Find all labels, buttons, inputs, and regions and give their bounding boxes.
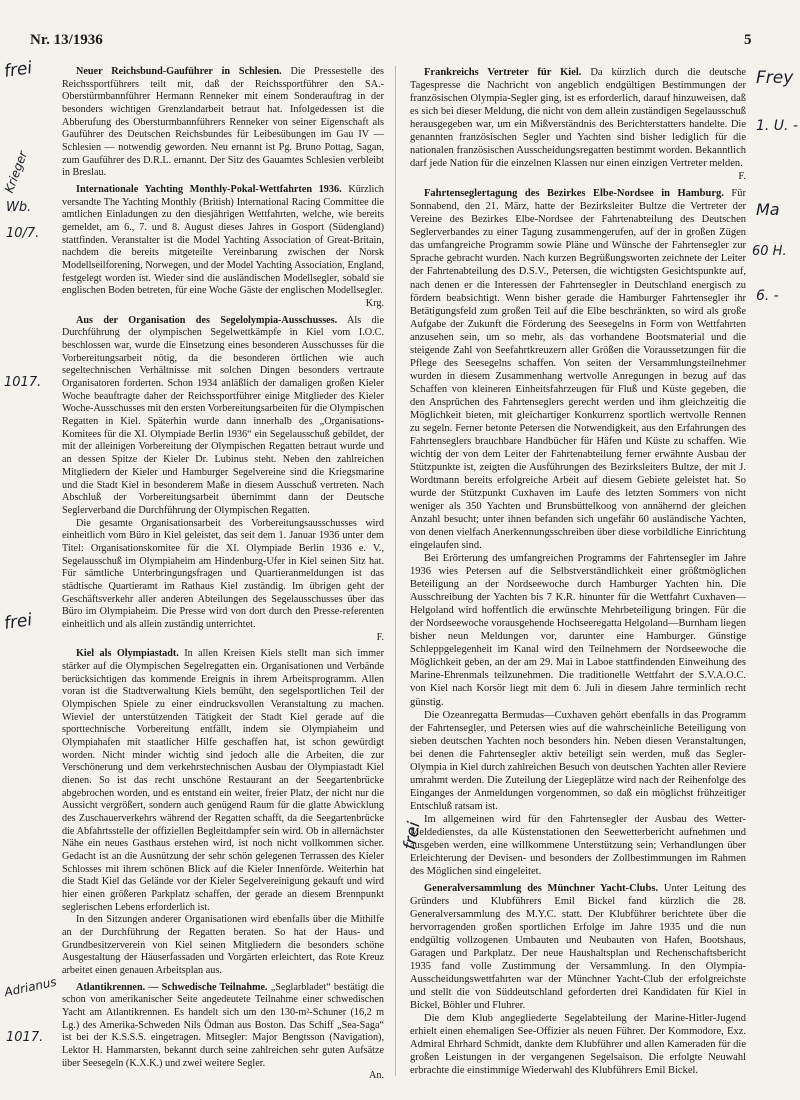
article-paragraph: [62, 184, 384, 298]
article-signature: An.: [369, 1070, 384, 1082]
article-headline: Generalversammlung des Münchner Yacht-Clubs.: [424, 882, 659, 894]
article-signature: F.: [376, 631, 384, 643]
article-signature: F.: [738, 171, 746, 183]
article: [410, 187, 746, 878]
margin-note-right: 60 H.: [752, 244, 787, 259]
article-paragraph: [410, 187, 746, 552]
margin-note-krieger: Krieger: [2, 149, 31, 195]
margin-note-right: 1. U. -: [756, 118, 799, 134]
article-text: Die Ozeanregatta Bermudas—Cuxhaven gehört ebenfalls in das Programm der Fahrtensegler, und Petersen wies auf die wahrscheinliche Beteiligung von sieben deutschen Yachten noch besonders hin. Neben diesen Veranstaltungen, bei denen die Fahrtensegler aktiv beteiligt sein werden, muß das Segler-Olympia in Kiel durch zahlreichen Besuch von deutschen Yachten aller Reviere umrahmt werden. Die Zuteilung der Liegeplätze wird nach der Reihenfolge des Einganges der Anmeldungen vorgenommen, so daß ein möglichst frühzeitiger Entschluß ratsam ist.: [410, 709, 746, 812]
article-text: Für Sonnabend, den 21. März, hatte der Bezirksleiter Bultze die Vertreter der Vereine des Bezirkes Elbe-Nordsee der Fahrtenabteilung des Deutschen Seglerverbandes zu einer Tagung zusammengerufen, auf der in großen Zügen das umfangreiche Programm sowie Pläne und Wünsche der Fahrtensegler zur Sprache gebracht wurden. Nach kurzen Begrüßungsworten zeichnete der Leiter der Fahrtenabteilung des D.S.V., Petersen, die wichtigsten Gesichtspunkte auf, nach denen er die Interessen der Fahrtensegler in Deutschland energisch zu fördern beabsichtigt. Wenn bisher gerade die Hamburger Fahrtensegler ihr Betätigungsfeld zum großen Teil auf die Elbe beschränkten, so wird als große Aufgabe der Zukunft die Förderung des Seesegelns in Form von Wettfahrten anzusehen sein, um so mehr, als das vorhandene Bootsmaterial und die steigende Zahl von Seefahrtkreuzern aller Größen die Voraussetzungen für die Pflege des Seesegelns schaffen. Von seiten der Versammlungsteilnehmer wurden in diesem Zusammenhang wertvolle Anregungen in bezug auf das Schaffen von kleineren Einheitsfahrzeugen für Fluß und Küste gegeben, die den Ansprüchen des Fahrtenseglers gerecht werden und ihm gleichzeitig die Möglichkeit bieten, mit gleichartiger Konkurrenz sportlich wertvolle Rennen zu segeln. Ferner betonte Petersen die Notwendigkeit, aus den Erfahrungen des Fahrtenseglers brauchbare Handbücher für Häfen und Küste zu schaffen. Wie wichtig der von dem Leiter der Fahrtenabteilung ferner erwähnte Ausbau der Stützpunkte ist, zeigten die Ausführungen des Bezirksleiters Bultze, der mit J. Wordtmann bereits erfolgreiche Arbeit auf diesem Gebiete geleistet hat. So wurde der Stützpunkt Cuxhaven im Laufe des letzten Sommers von nicht weniger als 350 Yachten und Brunsbüttelkoog von annähernd der gleichen Anzahl besucht; unter ihnen befanden sich ungefähr 60 ausländische Yachten, von denen vielfach Anerkennungsschreiben über diese vorbildliche Einrichtung eingelaufen sind.: [410, 188, 746, 552]
article-paragraph: [62, 914, 384, 977]
margin-note-frei: frei: [400, 820, 425, 852]
article: [62, 184, 384, 311]
article-text: Als die Durchführung der olympischen Segelwettkämpfe in Kiel vom I.O.C. beschlossen war, wurde die Einsetzung eines besonderen Ausschusses für die Vorbereitungsarbeit nötig, da die besonderen örtlichen wie auch segeltechnischen Verhältnisse mit solchen Dingen besonders vertraute Organisatoren forderten. Schon 1934 anläßlich der damaligen großen Kieler Woche beauftragte daher der Reichssportführer einige Mitglieder des Kieler Woche-Ausschusses mit den ersten Vorbereitungsarbeiten für die Olympischen Regatten in Kiel. Späterhin wurde dann innerhalb des „Organisations-Komitees für die XI. Olympiade Berlin 1936“ ein Segelausschuß gebildet, der mit der alleinigen Vorbereitung der Olympischen Regatten betraut wurde und an dessen Spitze der Kieler Dr. Lubinus steht. Neben den zahlreichen Mitgliedern der Kieler und Hamburger Segelvereine sind die Kriegsmarine und die Stadt Kiel in besonderem Maße in diesem Ausschuß vertreten. Nach Abschluß der Vorbereitungsarbeit übernimmt dann der Deutsche Seglerverband die Durchführung der Olympischen Regatten.: [62, 314, 384, 516]
article: [410, 66, 746, 183]
article-text: Im allgemeinen wird für den Fahrtensegler der Ausbau des Wetter-Meldedienstes, da alle Küstenstationen den Seewetterbericht aufnehmen und ausgeben werden, eine willkommene Unterstützung sein; Verhandlungen über Erleichterung der Devisen- und besonders der Zollbestimmungen im Rahmen des Möglichen sind eingeleitet.: [410, 813, 746, 877]
article-text: Da kürzlich durch die deutsche Tagespresse die Nachricht von angeblich endgültigen Bestimmungen der französischen Olympia-Segler ging, ist es erforderlich, darauf hinzuweisen, daß es sich bei dieser Meldung, die nicht von dem allein zuständigen Segelausschuß herausgegeben war, um ein Mißverständnis des Berichterstatters handelte. Die genannten französischen Segler und Yachten sind bisher lediglich für die nationalen französischen Ausscheidungsregatten bestimmt worden. Bekanntlich darf jede Nation für die einzelnen Klassen nur einen einzigen Vertreter melden.: [410, 67, 746, 170]
article-text: In allen Kreisen Kiels stellt man sich immer stärker auf die Olympischen Segelregatten ein. Organisationen und Verbände berücksichtigen das kommende Ereignis in ihrem Arbeitsprogramm. Allen voran ist die Stadtverwaltung Kiels bemüht, den segelsportlichen Teil der Olympischen Spiele zu einer eindrucksvollen Veranstaltung zu machen. Wieviel der unterstützenden Tätigkeit der Stadt Kiel gerade auf die sporttechnische Vorbereitung entfällt, indem sie Olympiaheim und Olympiahafen mit staatlicher Hilfe geschaffen hat, ist schon gewürdigt worden. Nicht minder wichtig sind jedoch alle die Arbeiten, die zur Verschönerung und dem verkehrstechnischen Ausbau der Olympiastadt Kiel dienen. So ist das recht unschöne Restaurant an der Seegartenbrücke abgebrochen worden, und es entstand ein weiter, freier Platz, der nicht nur die Aussicht vergrößert, sondern auch genügend Raum für die glatte Abwicklung des Zuschauerverkehrs während der Regatten schafft, da die Seegartenbrücke die Abfahrtsstelle der offiziellen Begleitdampfer sein wird. Ob in allernächster Nähe ein neues Gasthaus erstehen wird, ist noch nicht vollkommen sicher. Gedacht ist an die Ausnützung der sehr schön gelegenen Terrassen des Kieler Schlosses mit ihrem schönen Blick auf die Kieler Innenförde. Weiterhin hat die Stadt Kiel das Gelände vor der Kieler Segelvereinigung gekauft und wird hier einen größeren Parkplatz schaffen, der gerade an diesem Brennpunkt seglerischen Lebens erforderlich ist.: [62, 648, 384, 913]
margin-note-right: 6. -: [756, 288, 779, 304]
article-text: Kürzlich versandte The Yachting Monthly (British) International Racing Committee die amtlichen Einladungen zu den diesjährigen Wettfahrten, welche, wie bereits gemeldet, am 6., 7. und 8. August dieses Jahres in Gosport (Südengland) stattfinden. Veranstalter ist die Model Yachting Association of Great-Britain, nachdem die bereits mitgeteilte Vereinbarung zwischen der Norsk Modellseilforening, Norwegen, und der Model Yachting Association, England, festgelegt worden ist. Wieder sind die ausländischen Modellsegler, sobald sie englischen Boden betreten, für eine Woche Gäste der englischen Modellsegler.: [62, 184, 384, 297]
article-paragraph: [410, 882, 746, 1012]
article-headline: Fahrtenseglertagung des Bezirkes Elbe-Nordsee in Hamburg.: [424, 188, 724, 200]
article: [62, 66, 384, 180]
article-text: Unter Leitung des Gründers und Klubführers Emil Bickel fand kürzlich die 28. Generalversammlung des M.Y.C. statt. Der Klubführer berichtete über die hervorragenden großen sportlichen Erfolge im Jahre 1935 und die nun endgültig vollzogenen Umbauten und Neubauten von Hafen, Bootshaus, Garagen und Parkplatz. Der neue Haushaltsplan und Rechenschaftsbericht 1935 fand volle Zustimmung der Versammlung. In den Olympia-Ausscheidungswettfahrten war der Münchner Yacht-Club der erfolgreichste und stellt die von Süddeutschland geforderten drei Kandidaten für Kiel in Bickel, Böhler und Fluhrer.: [410, 882, 746, 1012]
margin-note-date: 1017.: [4, 375, 42, 390]
article-text: Die dem Klub angegliederte Segelabteilung der Marine-Hitler-Jugend erhielt einen ehemaligen See-Offizier als neuen Führer. Der Kommodore, Exz. Admiral Ehrhard Schmidt, dankte dem Klubführer und allen Kameraden für die großen Leistungen in der vergangenen Segelsaison. Die erfolgte Neuwahl erbrachte die einstimmige Wiederwahl des Klubführers Emil Bickel.: [410, 1013, 746, 1077]
margin-note-date: 1017.: [6, 1030, 44, 1045]
article-paragraph: [62, 66, 384, 180]
margin-note-date: 10/7.: [6, 226, 40, 241]
margin-note-frey: Frey: [756, 68, 794, 88]
article-paragraph: [62, 648, 384, 914]
article-headline: Neuer Reichsbund-Gauführer in Schlesien.: [76, 66, 282, 77]
article-text: In den Sitzungen anderer Organisationen wird ebenfalls über die Mithilfe an der Durchführung der Regatten beraten. So hat der Haus- und Grundbesitzerverein von Kiel seinen Mitgliedern die besonders schöne Ausgestaltung der Häuserfassaden und Vorgärten erleichtert, das Rote Kreuz arbeitet einen genauen Arbeitsplan aus.: [62, 914, 384, 977]
article-paragraph: [410, 552, 746, 708]
article-signature: Krg.: [365, 298, 384, 310]
article-text: Die gesamte Organisationsarbeit des Vorbereitungsausschusses wird einheitlich vom Büro in Kiel geleistet, das seit dem 1. Januar 1936 unter dem Titel: Organisationskomitee für die XI. Olympiade Berlin 1936 e. V., Segelausschuß im Olympiaheim am Hindenburg-Ufer in Kiel seinen Sitz hat. Für sämtliche Unterbringungsfragen und Quartieranmeldungen ist das städtische Quartieramt im Rathaus Kiel zuständig. Im übrigen geht der Geschäftsverkehr aller anderen Abteilungen des Segelausschusses über das Büro im Olympiaheim. Die Presse wird von dort durch den Presse-referenten einheitlich und als allein zuständig unterrichtet.: [62, 517, 384, 630]
article-text: „Seglarbladet“ bestätigt die schon von amerikanischer Seite angedeutete Teilnahme einer schwedischen Yacht am Atlantikrennen. Es handelt sich um den 130-m²-Schuner (16,2 m Lg.) des Amerika-Schweden Nils Ödman aus Boston. Das Schiff „Sea-Saga“ ist bei der K.S.S.S. eingetragen. Mitsegler: Major Bengtsson (Navigation), Lektor H. Hammarsten, bekannt durch seine zahlreichen sehr guten Aufsätze über Seesegeln (K.X.K.) und zwei weitere Segler.: [62, 981, 384, 1069]
article: [410, 882, 746, 1077]
article-paragraph: [410, 709, 746, 813]
article-headline: Kiel als Olympiastadt.: [76, 648, 179, 660]
margin-note-adrianus: Adrianus: [3, 974, 58, 1000]
article-paragraph: [62, 315, 384, 518]
article-headline: Aus der Organisation des Segelolympia-Ausschusses.: [76, 314, 338, 326]
article-headline: Internationale Yachting Monthly-Pokal-Wettfahrten 1936.: [76, 184, 342, 196]
article-paragraph: [62, 518, 384, 632]
margin-note-frei: frei: [2, 610, 34, 634]
article: [62, 982, 384, 1083]
article-text: Bei Erörterung des umfangreichen Programms der Fahrtensegler im Jahre 1936 wies Petersen auf die Selbstverständlichkeit einer größtmöglichen Beteiligung an der Nordseewoche durch Hamburger Yachten hin. Die Ausschreibung der Yachten bis 7 K.R. hinunter für die Wettfahrt Cuxhaven—Helgoland wird hoffentlich die erwünschte Mehrbeteiligung bringen. Für die der Nordseewoche vorausgehende Hochseeregatta Helgoland—Burnham liegen bisher neun Meldungen vor, darunter eine Hamburger. Günstige Schleppgelegenheit im Kanal wird den Teilnehmern der Nordseewoche die Möglichkeit geben, an der am 29. Mai in Laboe stattfindenden Einweihung des Marine-Ehrenmals teilzunehmen. Die traditionelle Wettfahrt der S.V.A.O.C. von Kiel nach Korsör liegt mit dem 6. Juli in diesem Jahre terminlich recht günstig.: [410, 553, 746, 708]
article-text: Die Pressestelle des Reichssportführers teilt mit, daß der Reichssportführer den SA.-Oberstürmbannführer Hermann Renneker mit einem Sonderauftrag in der besonders wichtigen Grenzlandarbeit betraut hat. Infolgedessen ist die Abberufung des Obersturmbannführers Renneker von seiner Eigenschaft als Gauführer des Deutschen Reichsbundes für Leibesübungen im Gau IV — Schlesien — notwendig geworden. Neu ernannt ist Pg. Bruno Pottag, Sagan, zum Gauführer des D.R.L. ernannt. Der Sitz des Gauamtes Schlesien verbleibt in Breslau.: [62, 66, 384, 179]
article-paragraph: [410, 813, 746, 878]
article-headline: Atlantikrennen. — Schwedische Teilnahme.: [76, 981, 268, 993]
right-column: [410, 66, 746, 1091]
margin-note-frei: frei: [2, 58, 34, 82]
page-number: 5: [744, 32, 752, 48]
article-headline: Frankreichs Vertreter für Kiel.: [424, 67, 582, 78]
left-column: [62, 66, 384, 1091]
article-paragraph: [410, 1012, 746, 1077]
article-paragraph: [62, 982, 384, 1071]
article: [62, 648, 384, 977]
article: [62, 315, 384, 644]
issue-number: Nr. 13/1936: [30, 32, 103, 48]
margin-note-right: Ma: [756, 200, 780, 219]
article-paragraph: [410, 66, 746, 170]
column-divider: [395, 66, 396, 1076]
margin-note-wb: Wb.: [6, 200, 32, 215]
